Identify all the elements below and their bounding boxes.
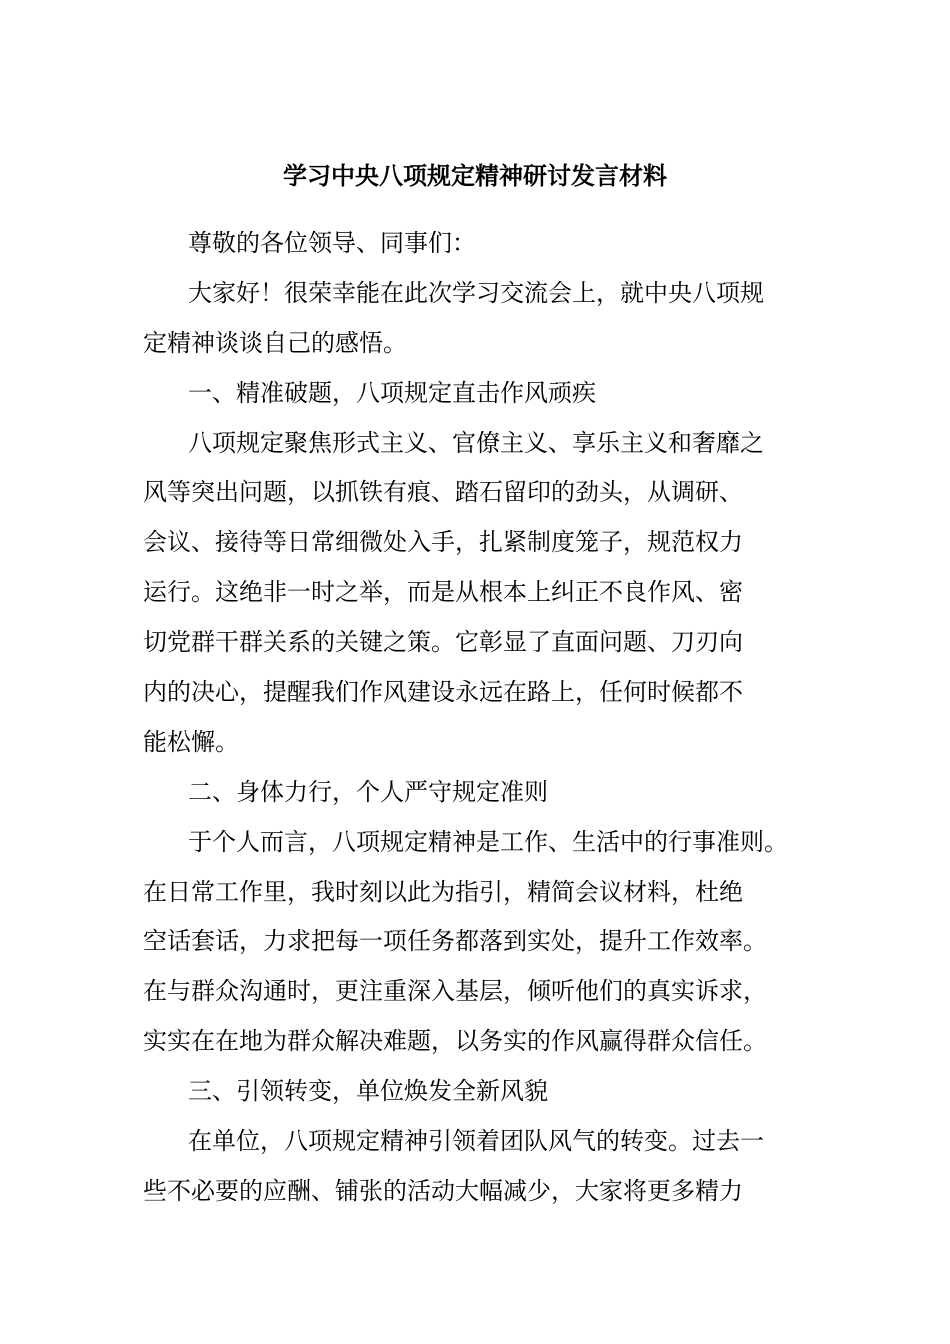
text-line: 些不必要的应酬、铺张的活动大幅减少，大家将更多精力 bbox=[143, 1176, 743, 1205]
text-line: 于个人而言，八项规定精神是工作、生活中的行事准则。 bbox=[188, 827, 788, 856]
text-line: 尊敬的各位领导、同事们： bbox=[188, 229, 476, 257]
text-line: 切党群干群关系的关键之策。它彰显了直面问题、刀刃向 bbox=[143, 628, 743, 657]
text-line: 能松懈。 bbox=[143, 727, 239, 756]
text-line: 二、身体力行，个人严守规定准则 bbox=[188, 777, 548, 806]
text-line: 在与群众沟通时，更注重深入基层，倾听他们的真实诉求， bbox=[143, 977, 767, 1006]
text-line: 定精神谈谈自己的感悟。 bbox=[143, 328, 407, 357]
text-line: 在日常工作里，我时刻以此为指引，精简会议材料，杜绝 bbox=[143, 877, 743, 906]
text-line: 在单位，八项规定精神引领着团队风气的转变。过去一 bbox=[188, 1127, 764, 1156]
text-line: 大家好！很荣幸能在此次学习交流会上，就中央八项规 bbox=[188, 278, 764, 307]
text-line: 一、精准破题，八项规定直击作风顽疾 bbox=[188, 378, 596, 407]
document-body bbox=[143, 219, 815, 1217]
text-line: 运行。这绝非一时之举，而是从根本上纠正不良作风、密 bbox=[143, 578, 743, 607]
text-line: 实实在在地为群众解决难题，以务实的作风赢得群众信任。 bbox=[143, 1027, 767, 1056]
text-line: 空话套话，力求把每一项任务都落到实处，提升工作效率。 bbox=[143, 927, 767, 956]
text-line: 三、引领转变，单位焕发全新风貌 bbox=[188, 1077, 548, 1106]
document-title: 学习中央八项规定精神研讨发言材料 bbox=[283, 162, 667, 190]
text-line: 风等突出问题，以抓铁有痕、踏石留印的劲头，从调研、 bbox=[143, 478, 743, 507]
text-line: 内的决心，提醒我们作风建设永远在路上，任何时候都不 bbox=[143, 678, 743, 707]
text-line: 八项规定聚焦形式主义、官僚主义、享乐主义和奢靡之 bbox=[188, 428, 764, 457]
text-line: 会议、接待等日常细微处入手，扎紧制度笼子，规范权力 bbox=[143, 528, 743, 557]
